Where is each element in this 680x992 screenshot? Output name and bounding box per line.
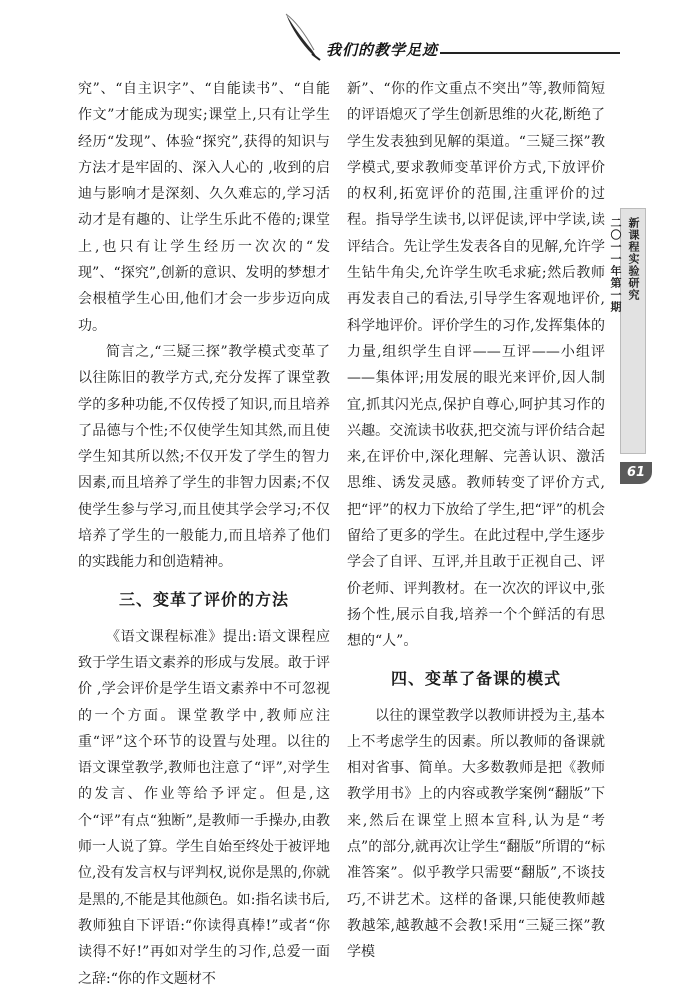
left-column xyxy=(78,76,330,992)
section-heading: 四、变革了备课的模式 xyxy=(390,668,561,688)
page-number: 61 xyxy=(620,462,652,484)
paragraph: 简言之,“三疑三探”教学模式变革了以往陈旧的教学方式,充分发挥了课堂教学的多种功能,不仅传授了知识,而且培养了品德与个性;不仅使学生知其然,而且使学生知其所以然;不仅开发了学生的智力因素,而且培养了学生的非智力因素;不仅使学生参与学习,而且使其学会学习;不仅培养了学生的一般能力,而且培养了他们的实践能力和创造精神。 xyxy=(78,343,330,571)
side-tab-text xyxy=(609,217,642,313)
section-heading: 三、变革了评价的方法 xyxy=(118,589,289,609)
paragraph: 究”、“自主识字”、“自能读书”、“自能作文”才能成为现实;课堂上,只有让学生经历“发现”、体验“探究”,获得的知识与方法才是牢固的、深入人心的 ,收到的启迪与影响才是深刻、久久难忘的,学习活动才是有趣的、让学生乐此不倦的;课堂上,也只有让学生经历一次次的“发现”、“探究”,创新的意识、发明的梦想才会根植学生心田,他们才会一步步迈向成功。 xyxy=(78,81,330,334)
side-tab xyxy=(609,208,646,454)
page-header xyxy=(0,0,680,70)
paragraph: 新”、“你的作文重点不突出”等,教师简短的评语熄灭了学生创新思维的火花,断绝了学生发表独到见解的渠道。“三疑三探”教学模式,要求教师变革评价方式,下放评价的权利,拓宽评价的范围,注重评价的过程。指导学生读书,以评促读,评中学读,读评结合。先让学生发表各自的见解,允许学生钻牛角尖,允许学生吹毛求疵;然后教师再发表自己的看法,引导学生客观地评价,科学地评价。评价学生的习作,发挥集体的力量,组织学生自评——互评——小组评——集体评;用发展的眼光来评价,因人制宜,抓其闪光点,保护自尊心,呵护其习作的兴趣。交流读书收获,把交流与评价结合起来,在评价中,深化理解、完善认识、激活思维、诱发灵感。教师转变了评价方式,把“评”的权力下放给了学生,把“评”的机会留给了更多的学生。在此过程中,学生逐步学会了自评、互评,并且敢于正视自己、评价老师、评判教材。在一次次的评议中,张扬个性,展示自我,培养一个个鲜活的有思想的“人”。 xyxy=(347,81,605,650)
quill-pen-icon xyxy=(282,10,326,62)
right-column xyxy=(347,76,605,966)
header-title: 我们的教学足迹 xyxy=(326,41,439,59)
issue-date: 二〇一一年第一期 xyxy=(609,217,622,313)
paragraph: 《语文课程标准》提出:语文课程应致于学生语文素养的形成与发展。敢于评价 ,学会评价是学生语文素养中不可忽视的一个方面。课堂教学中,教师应注重“评”这个环节的设置与处理。以往的语文课堂教学,教师也注意了“评”,对学生的发言、作业等给予评定。但是,这个“评”有点“独断”,是教师一手操办,由教师一人说了算。学生自始至终处于被评地位,没有发言权与评判权,说你是黑的,你就是黑的,不能是其他颜色。如:指名读书后,教师独自下评语:“你读得真棒!”或者“你读得不好!”再如对学生的习作,总爱一面之辞:“你的作文题材不 xyxy=(78,628,330,987)
journal-name: 新课程实验研究 xyxy=(627,217,640,301)
header-rule xyxy=(440,52,620,54)
paragraph: 以往的课堂教学以教师讲授为主,基本上不考虑学生的因素。所以教师的备课就相对省事、简单。大多数教师是把《教师教学用书》上的内容或教学案例“翻版”下来,然后在课堂上照本宣科,认为是“考点”的部分,就再次让学生“翻版”所谓的“标准答案”。似乎教学只需要“翻版”,不谈技巧,不讲艺术。这样的备课,只能使教师越教越笨,越教越不会教!采用“三疑三探”教学模 xyxy=(347,707,605,961)
